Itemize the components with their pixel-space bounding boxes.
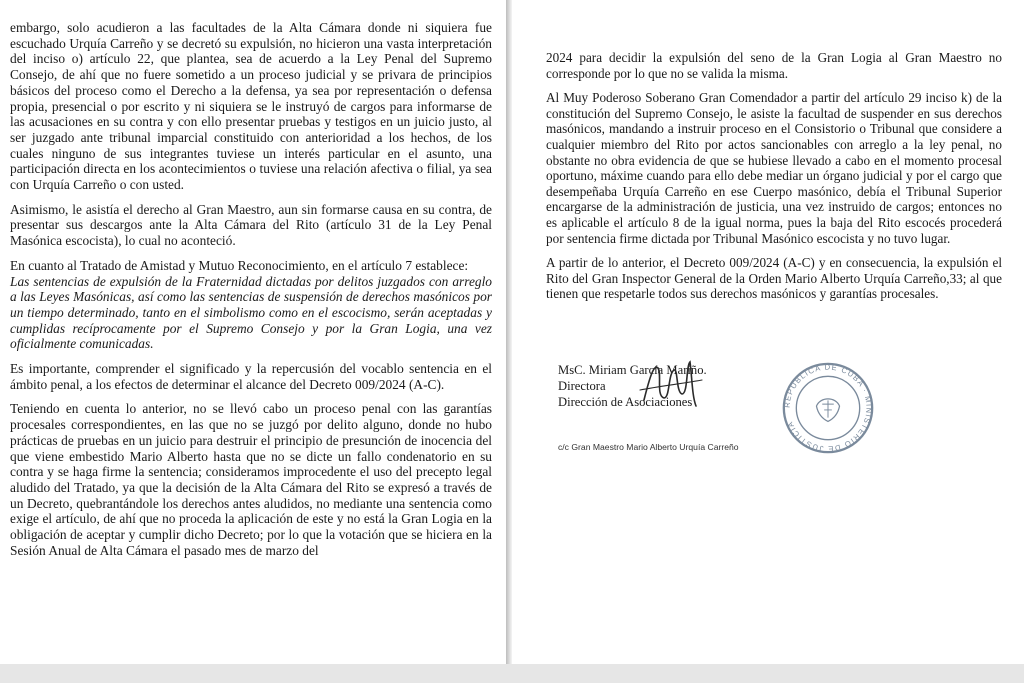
paragraph-defense-right: Asimismo, le asistía el derecho al Gran Maestro, aun sin formarse causa en su contra, de presentar sus descargos ante la Alta Cámara del Rito (artículo 31 de la Ley Penal Masónica escocista), lo cual no aconteció. [10,201,492,249]
carbon-copy-line: c/c Gran Maestro Mario Alberto Urquía Carreño [558,442,739,452]
paragraph-conclusion: A partir de lo anterior, el Decreto 009/2024 (A-C) y en consecuencia, la expulsión el Rito del Gran Inspector General de la Orden Mario Alberto Urquía Carreño,33; al que tienen que respetarle todos sus derechos masónicos y garantías procesales. [546,255,1002,302]
signer-title: Directora [558,379,606,393]
scan-bottom-edge [0,664,1024,683]
right-page [512,0,1024,664]
signer-department: Dirección de Asociaciones [558,395,693,409]
paragraph-commander-powers: Al Muy Poderoso Soberano Gran Comendador a partir del artículo 29 inciso k) de la constitución del Supremo Consejo, le asiste la facultad de suspender en sus derechos masónicos, mandando a instruir proceso en el Consistorio o Tribunal que considere a cualquier miembro del Rito por actos sancionables con arreglo a la ley penal, no obstante no obra evidencia de que se hubiese llevado a cabo en el momento procesal oportuno, máxime cuando para ello debe mediar un órgano judicial y por el cargo que desempeñaba Urquía Carreño en ese Cuerpo masónico, debía el Tribunal Superior encargarse de la administración de justicia, una vez instruido de cargos; entonces no es aplicable el artículo 8 de la igual norma, pues la baja del Rito escocés procederá por sentencia firme dictada por Tribunal Masónico escocista y no tuvo lugar. [546,90,1002,246]
seal-text: REPUBLICA DE CUBA · MINISTERIO DE JUSTICIA [782,362,874,454]
signature-block [558,362,778,410]
signer-name: MsC. Miriam García Mariño. [558,363,707,377]
paragraph-expulsion-context: embargo, solo acudieron a las facultades de la Alta Cámara donde ni siquiera fue escuchado Urquía Carreño y se decretó su expulsión, no hicieron una vasta interpretación del inciso o) artículo 22, que plantea, sea de acuerdo a la Ley Penal del Supremo Consejo, de ahí que no fuere sometido a un proceso judicial y se privara de principios básicos del proceso como el Derecho a la defensa, ya sea por representación o defensa propia, presencial o por escrito y ni siquiera se le instruyó de cargos para informarse de las acusaciones en su contra y con ello presentar pruebas y testigos en un juicio justo, al ser juzgado ante tribunal imparcial constituido con anterioridad a los hechos, de los cuales ninguno de sus integrantes tuviese un interés particular en el asunto, una participación directa en los acontecimientos o tuviese una relación afectiva o filial, ya sea con Urquía Carreño o con usted. [10,20,492,193]
paragraph-sentence-meaning: Es importante, comprender el significado y la repercusión del vocablo sentencia en el ámbito penal, a los efectos de determinar el alcance del Decreto 009/2024 (A-C). [10,361,492,392]
handwritten-signature [636,356,706,412]
treaty-quote: Las sentencias de expulsión de la Fraternidad dictadas por delitos juzgados con arreglo a las Leyes Masónicas, así como las sentencias de suspensión de derechos masónicos por un tiempo determinado, tanto en el simbolismo como en el escocismo, serán aceptadas y cumplidas recíprocamente por el Supremo Consejo y por la Gran Logia, una vez oficialmente comunicadas. [10,273,492,352]
paragraph-process-analysis: Teniendo en cuenta lo anterior, no se llevó cabo un proceso penal con las garantías procesales correspondientes, en las que no se juzgó por delito alguno, donde no hubo prácticas de pruebas en un juicio para destruir el principio de presunción de inocencia del que viene embestido Mario Alberto hasta que no se dicte un fallo condenatorio en su contra y se haga firme la sentencia; consideramos improcedente el uso del precepto legal aludido del Tratado, ya que la decisión de la Alta Cámara del Rito se expresó a través de un Decreto, quebrantándole los derechos antes aludidos, no mediante una sentencia como exige el artículo, de ahí que no proceda la aplicación de este y no está la Gran Logia en la obligación de aceptar y cumplir dicho Decreto; por lo que la votación que se hiciera en la Sesión Anual de Alta Cámara el pasado mes de marzo del [10,401,492,558]
left-page [0,0,506,664]
paragraph-treaty-intro: En cuanto al Tratado de Amistad y Mutuo Reconocimiento, en el artículo 7 establece: [10,257,469,273]
official-seal-icon [780,360,876,456]
paragraph-vote-invalid: 2024 para decidir la expulsión del seno de la Gran Logia al Gran Maestro no corresponde por lo que no se valida la misma. [546,50,1002,81]
